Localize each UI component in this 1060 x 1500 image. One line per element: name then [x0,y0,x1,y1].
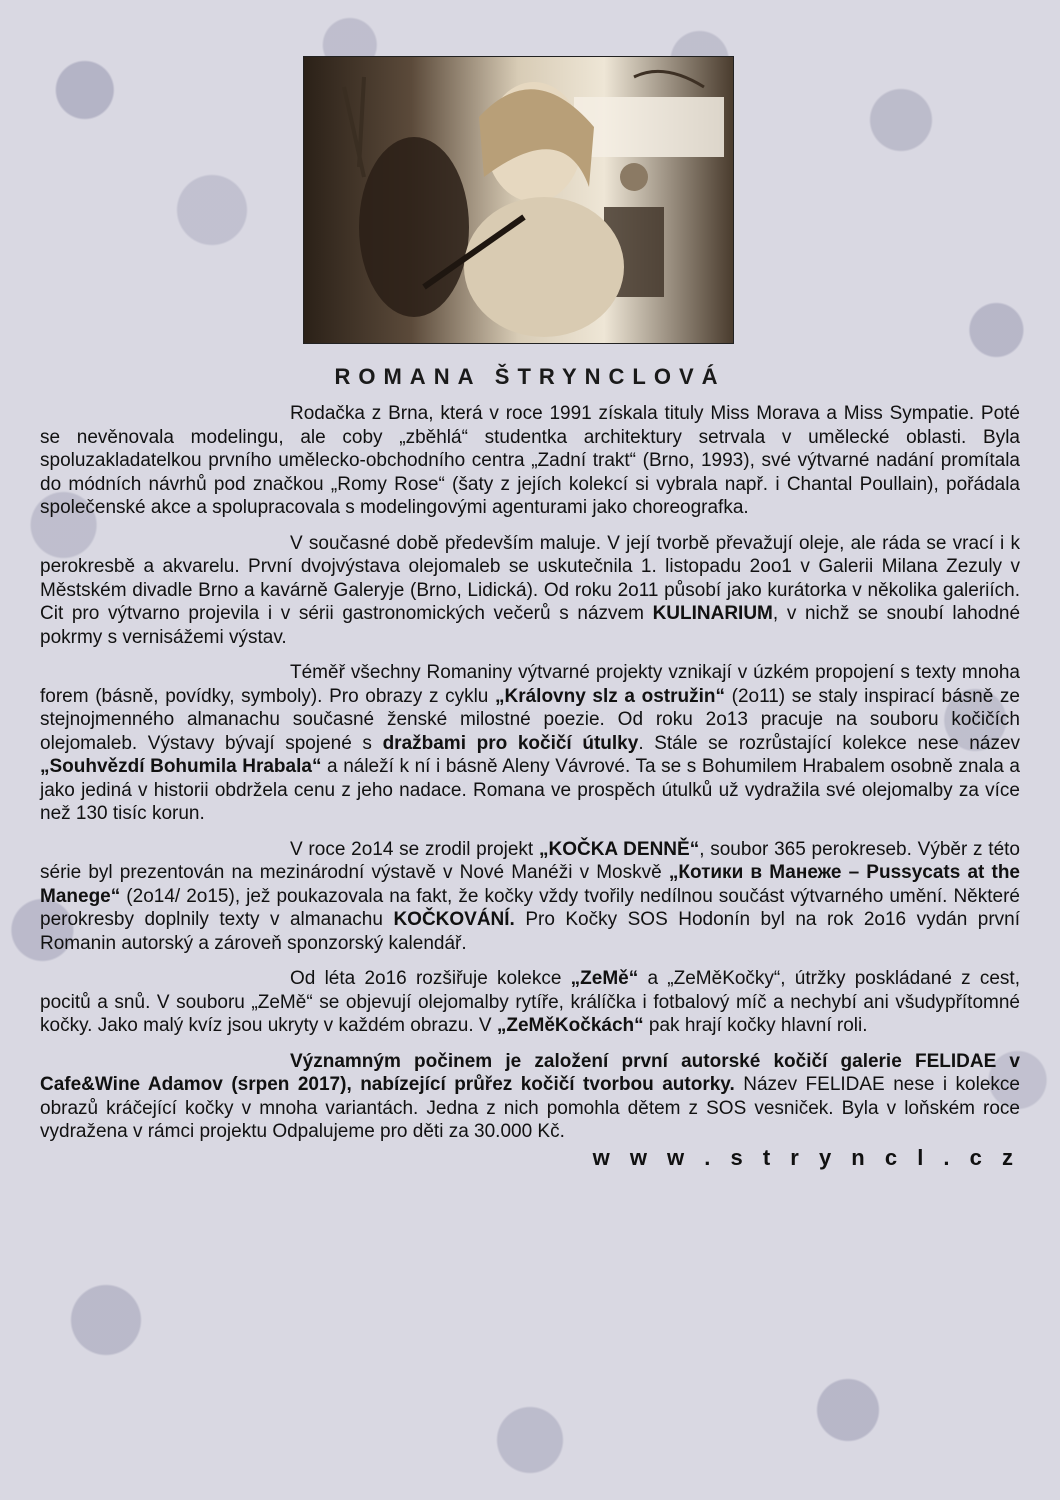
p4-text-a: V roce 2o14 se zrodil projekt [290,838,539,860]
paragraph-4 [40,838,1020,956]
p6-text-b: Název FELIDAE nese i kolekce obrazů kráčející kočky v mnoha variantách. Jedna z nich pomohla dětem z SOS vesniček. Byla v loňském roce vydražena v rámci projektu Odpalujeme pro děti za 30.000 Kč. [40,1074,1020,1142]
p3-text-c: (2o11) se staly inspirací básně ze stejnojmenného almanachu současné ženské milostné poezie. Od roku 2o13 pracuje na souboru kočičích olejomaleb. Výstavy bývají spojené s [40,685,1020,754]
photo-illustration [304,57,733,343]
website-link[interactable]: w w w . s t r y n c l . c z [592,1144,1020,1170]
p5-bold-zeme: „ZeMě“ [570,968,639,989]
p3-bold-auctions: dražbami pro kočičí útulky [382,732,639,754]
paragraph-1 [40,402,1020,520]
p3-bold-cycle: „Královny slz a ostružin“ [494,685,725,707]
biography-text [40,402,1020,1169]
p4-bold-project: „KOČKA DENNĚ“ [538,838,700,860]
page-title: ROMANA ŠTRYNCLOVÁ [334,364,726,389]
p2-text-a: V současné době především maluje. V její tvorbě převažují oleje, ale ráda se vrací i k perokresbě a akvarelu. První dvojvýstava olejomaleb se uskutečnila 1. listopadu 2oo1 v Galerii Milana Zezuly v Městském divadle Brno a kavárně Galeryje (Brno, Lidická). Od roku 2o11 působí jako kurátorka v několika galeriích. Cit pro výtvarno projevila i v sérii gastronomických večerů s názvem [40,532,1020,624]
paragraph-5 [40,967,1020,1038]
p3-text-g: a náleží k ní i básně Aleny Vávrové. Ta se s Bohumilem Hrabalem osobně znala a jako jediná v historii obdržela cenu z jeho nadace. Romana ve prospěch útulků už vydražila své olejomalby za více než 130 tisíc korun. [40,756,1020,824]
p4-bold-almanac: KOČKOVÁNÍ. [393,909,515,930]
portrait-photo [303,56,734,344]
paragraph-3 [40,661,1020,826]
p2-bold-kulinarium: KULINARIUM [652,603,773,624]
p5-text-a: Od léta 2o16 rozšiřuje kolekce [290,968,571,989]
p3-text-a: Téměř všechny Romaniny výtvarné projekty vznikají v úzkém propojení s texty mnoha forem (básně, povídky, symboly). Pro obrazy z cyklu [40,662,1020,707]
paragraph-6 [40,1050,1020,1170]
p4-text-e: (2o14/ 2o15), jež poukazovala na fakt, že kočky vždy tvořily nedílnou součást výtvarného umění. Některé perokresby doplnily texty v almanachu [40,885,1020,930]
p5-text-e: pak hrají kočky hlavní roli. [643,1015,868,1036]
p3-bold-collection: „Souhvězdí Bohumila Hrabala“ [40,756,322,777]
paragraph-2 [40,532,1020,650]
p5-text-c: a „ZeMěKočky“, útržky poskládané z cest, pocitů a snů. V souboru „ZeMě“ se objevují olejomalby rytíře, králíčka i fotbalový míč a nechybí ani všudypřítomné kočky. Jako malý kvíz jsou ukryty v každém obrazu. V [40,968,1020,1036]
p5-bold-zemekockach: „ZeMěKočkách“ [496,1015,644,1036]
p6-bold-gallery: Významným počinem je založení první autorské kočičí galerie FELIDAE v Cafe&Wine Adamov (srpen 2017), nabízející průřez kočičí tvorbou autorky. [40,1050,1020,1095]
p3-text-e: . Stále se rozrůstající kolekce nese název [638,732,1021,754]
p4-text-g: Pro Kočky SOS Hodonín byl na rok 2o16 vydán první Romanin autorský a zároveň sponzorský kalendář. [40,909,1021,954]
p4-text-c: , soubor 365 perokreseb. Výběr z této série byl prezentován na mezinárodní výstavě v Nové Manéži v Moskvě [40,838,1020,883]
p2-text-c: , v nichž se snoubí lahodné pokrmy s vernisážemi výstav. [40,603,1021,648]
p4-bold-exhibition: „Котики в Манеже – Pussycats at the Manege“ [40,862,1020,907]
paragraph-1-text: Rodačka z Brna, která v roce 1991 získala tituly Miss Morava a Miss Sympatie. Poté se nevěnovala modelingu, ale coby „zběhlá“ studentka architektury setrvala v umělecké oblasti. Byla spoluzakladatelkou prvního umělecko-obchodního centra „Zadní trakt“ (Brno, 1993), své výtvarné nadání promítala do módních návrhů pod značkou „Romy Rose“ (šaty z jejích kolekcí si vybrala např. i Chantal Poullain), pořádala společenské akce a spolupracovala s modelingovými agenturami jako choreografka. [40,403,1020,518]
